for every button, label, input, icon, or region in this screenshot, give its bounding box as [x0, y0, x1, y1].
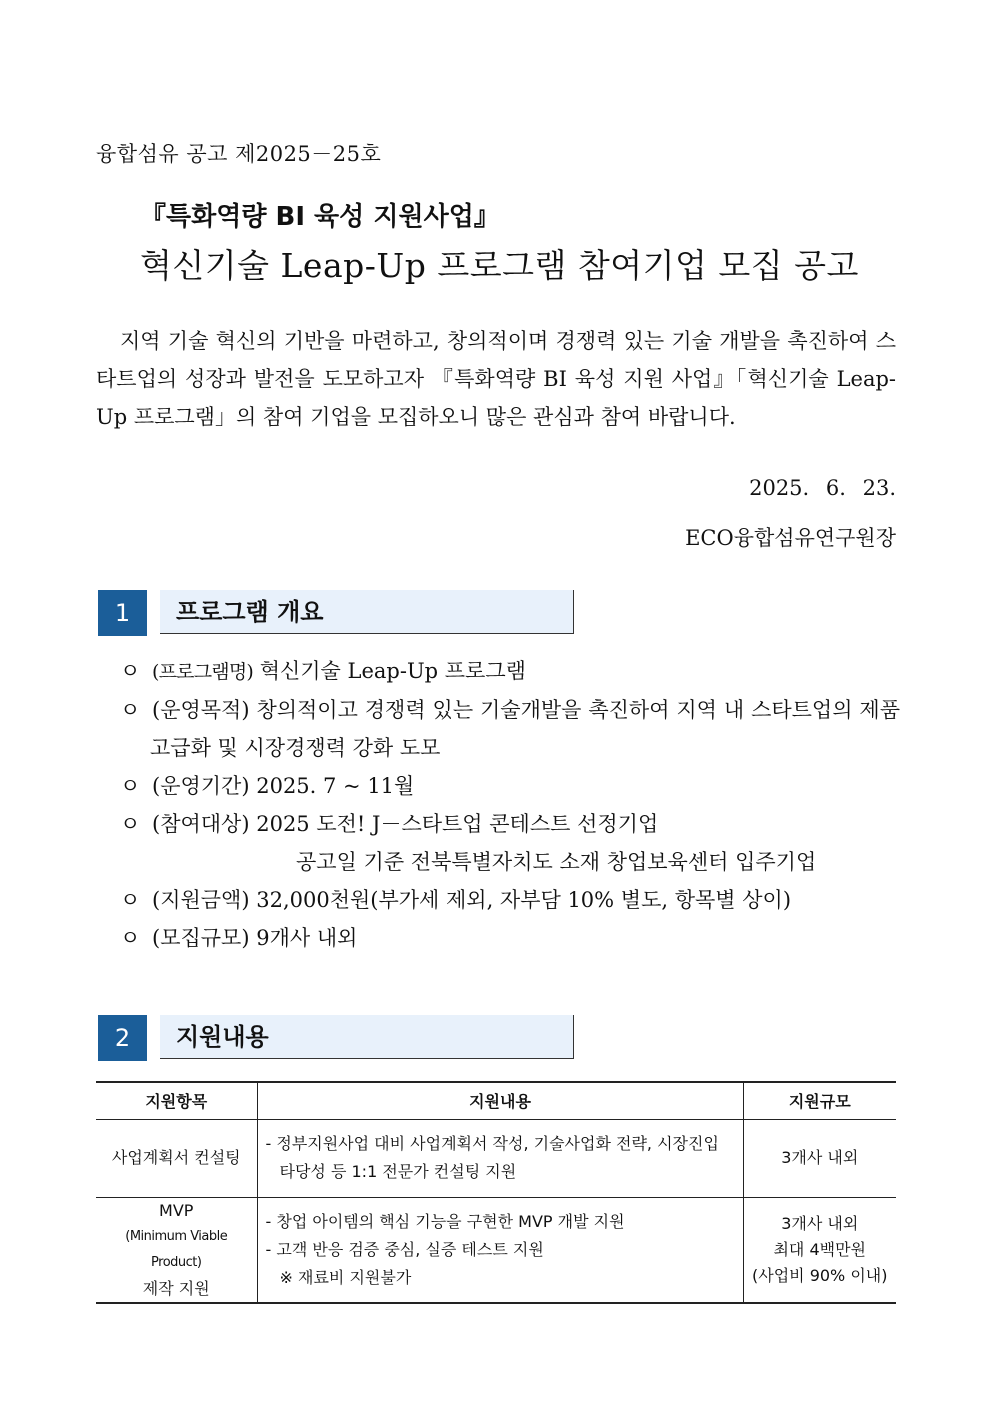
header-item: 지원항목: [96, 1082, 257, 1119]
content-text: 고객 반응 검증 중심, 실증 테스트 지원: [276, 1239, 544, 1259]
content-line: - 정부지원사업 대비 사업계획서 작성, 기술사업화 전략, 시장진입 타당성 등 1:1 전문가 컨설팅 지원: [265, 1134, 719, 1181]
item-text: 창의적이고 경쟁력 있는 기술개발을 촉진하여 지역 내 스타트업의 제품 고급화 및 시장경쟁력 강화 도모: [150, 698, 900, 760]
scale-text: 최대 4백만원: [773, 1239, 867, 1259]
content-line: - 창업 아이템의 핵심 기능을 구현한 MVP 개발 지원: [265, 1211, 625, 1231]
organization-name: ECO융합섬유연구원장: [685, 526, 896, 550]
content-text: 창업 아이템의 핵심 기능을 구현한 MVP 개발 지원: [276, 1211, 625, 1231]
item-label: (참여대상): [152, 812, 250, 836]
notice-date: 2025. 6. 23.: [749, 476, 896, 500]
item-text-line2: 공고일 기준 전북특별자치도 소재 창업보육센터 입주기업: [296, 850, 817, 874]
row-item: [96, 1119, 257, 1197]
row-scale: [743, 1197, 896, 1303]
list-item: [120, 881, 900, 919]
list-item: [120, 691, 900, 767]
item-text: 32,000천원(부가세 제외, 자부담 10% 별도, 항목별 상이): [256, 888, 792, 912]
item-label: (운영기간): [152, 774, 250, 798]
section-1-title: 프로그램 개요: [160, 590, 574, 634]
bullet-circle-icon: ㅇ: [120, 926, 141, 950]
item-label: (운영목적): [152, 698, 250, 722]
list-item: [120, 767, 900, 805]
intro-paragraph: [96, 322, 896, 436]
list-item: [120, 652, 900, 691]
content-line: - 고객 반응 검증 중심, 실증 테스트 지원: [265, 1239, 544, 1259]
scale-text: 3개사 내외: [781, 1213, 859, 1233]
row-scale: [743, 1119, 896, 1197]
overview-list: [120, 652, 900, 957]
item-name: MVP: [159, 1200, 194, 1220]
row-content: [257, 1197, 743, 1303]
section-1-header: [98, 590, 578, 636]
notice-number: 융합섬유 공고 제2025－25호: [96, 142, 382, 166]
bullet-circle-icon: ㅇ: [120, 774, 141, 798]
section-2-header: [98, 1015, 578, 1061]
item-text: 혁신기술 Leap-Up 프로그램: [259, 659, 526, 683]
bullet-circle-icon: ㅇ: [120, 812, 141, 836]
header-scale: 지원규모: [743, 1082, 896, 1119]
support-table: [96, 1081, 896, 1304]
section-2-title: 지원내용: [160, 1015, 574, 1059]
content-text: 정부지원사업 대비 사업계획서 작성, 기술사업화 전략, 시장진입 타당성 등 1:1 전문가 컨설팅 지원: [276, 1134, 719, 1181]
row-content: [257, 1119, 743, 1197]
scale-text: (사업비 90% 이내): [752, 1265, 888, 1285]
table-row: [96, 1119, 896, 1197]
item-text: 2025 도전! J－스타트업 콘테스트 선정기업: [256, 812, 659, 836]
item-label: (모집규모): [152, 926, 250, 950]
item-label: (지원금액): [152, 888, 250, 912]
row-item: [96, 1197, 257, 1303]
item-name-tail: 제작 지원: [142, 1278, 210, 1298]
item-name-sub: (Minimum Viable Product): [125, 1228, 228, 1270]
section-2-number: 2: [98, 1015, 147, 1061]
item-name: 사업계획서 컨설팅: [111, 1148, 241, 1167]
item-text: 2025. 7 ~ 11월: [256, 774, 415, 798]
table-row: [96, 1197, 896, 1303]
content-note: ※ 재료비 지원불가: [279, 1267, 412, 1287]
title-main: 혁신기술 Leap-Up 프로그램 참여기업 모집 공고: [140, 246, 859, 285]
item-label: (프로그램명): [152, 661, 253, 683]
table-header-row: [96, 1082, 896, 1119]
item-text: 9개사 내외: [256, 926, 358, 950]
intro-text: 지역 기술 혁신의 기반을 마련하고, 창의적이며 경쟁력 있는 기술 개발을 촉진하여 스타트업의 성장과 발전을 도모하고자 『특화역량 BI 육성 지원 사업』「혁신기술 Leap-Up 프로그램」의 참여 기업을 모집하오니 많은 관심과 참여 바랍니다.: [96, 329, 896, 429]
list-item: [120, 919, 900, 957]
bullet-circle-icon: ㅇ: [120, 888, 141, 912]
bullet-circle-icon: ㅇ: [120, 698, 141, 722]
header-content: 지원내용: [257, 1082, 743, 1119]
list-item: [120, 805, 900, 881]
section-1-number: 1: [98, 590, 147, 636]
title-sub: 『특화역량 BI 육성 지원사업』: [140, 202, 500, 232]
bullet-circle-icon: ㅇ: [120, 659, 141, 683]
scale-text: 3개사 내외: [781, 1148, 859, 1167]
